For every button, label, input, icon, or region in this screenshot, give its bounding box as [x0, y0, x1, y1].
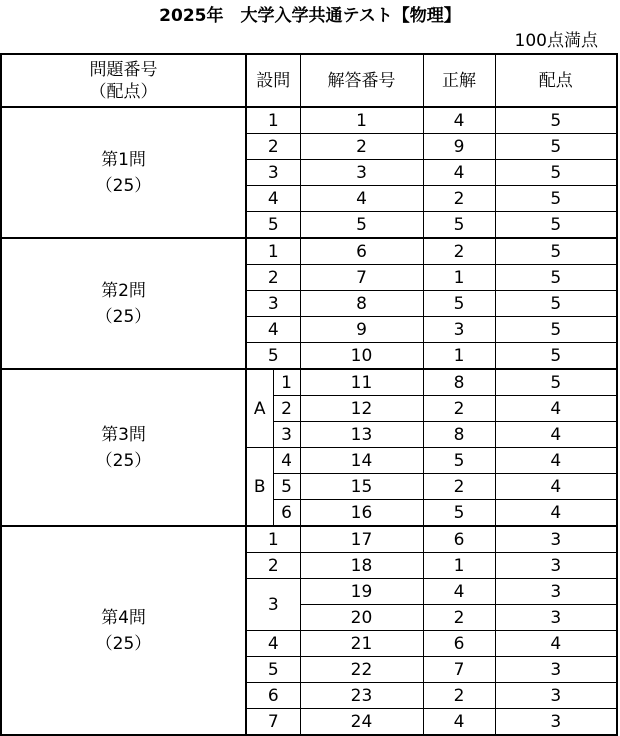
answer-number-cell: 20 [300, 605, 423, 631]
question-cell: 5 [246, 212, 300, 239]
question-cell: 5 [246, 343, 300, 370]
answer-number-cell: 10 [300, 343, 423, 370]
problem-label: 第3問 [101, 424, 146, 445]
question-cell: 2 [246, 134, 300, 160]
answer-number-cell: 15 [300, 474, 423, 500]
problem-cell [1, 107, 246, 238]
header-points: 配点 [495, 54, 617, 107]
question-cell: 7 [246, 709, 300, 736]
correct-answer-cell: 5 [423, 212, 495, 239]
question-cell: 1 [246, 238, 300, 265]
question-cell: 1 [273, 369, 300, 396]
problem-score: （25） [95, 450, 152, 471]
points-cell: 5 [495, 212, 617, 239]
points-cell: 4 [495, 448, 617, 474]
question-cell: 5 [273, 474, 300, 500]
question-cell: 4 [246, 186, 300, 212]
question-cell: 4 [273, 448, 300, 474]
table-row [1, 526, 617, 553]
points-cell: 5 [495, 317, 617, 343]
answer-number-cell: 24 [300, 709, 423, 736]
table-row [1, 369, 617, 396]
header-correct: 正解 [423, 54, 495, 107]
correct-answer-cell: 5 [423, 500, 495, 527]
problem-cell [1, 526, 246, 735]
question-cell: 4 [246, 317, 300, 343]
question-cell: 2 [246, 265, 300, 291]
points-cell: 3 [495, 657, 617, 683]
header-problem-line1: 問題番号 [89, 59, 158, 80]
points-cell: 5 [495, 265, 617, 291]
correct-answer-cell: 6 [423, 526, 495, 553]
question-cell: 6 [273, 500, 300, 527]
question-cell: 5 [246, 657, 300, 683]
correct-answer-cell: 4 [423, 107, 495, 134]
answer-number-cell: 7 [300, 265, 423, 291]
points-cell: 5 [495, 343, 617, 370]
answer-number-cell: 8 [300, 291, 423, 317]
answer-number-cell: 21 [300, 631, 423, 657]
answer-number-cell: 16 [300, 500, 423, 527]
correct-answer-cell: 5 [423, 448, 495, 474]
answer-number-cell: 6 [300, 238, 423, 265]
problem-score: （25） [95, 306, 152, 327]
correct-answer-cell: 2 [423, 396, 495, 422]
points-cell: 3 [495, 526, 617, 553]
points-cell: 3 [495, 553, 617, 579]
points-cell: 5 [495, 160, 617, 186]
problem-score: （25） [95, 175, 152, 196]
points-cell: 5 [495, 107, 617, 134]
correct-answer-cell: 2 [423, 474, 495, 500]
question-cell: 3 [246, 160, 300, 186]
answer-number-cell: 17 [300, 526, 423, 553]
question-cell: 3 [273, 422, 300, 448]
correct-answer-cell: 4 [423, 160, 495, 186]
answer-number-cell: 22 [300, 657, 423, 683]
header-question: 設問 [246, 54, 300, 107]
problem-cell [1, 369, 246, 526]
correct-answer-cell: 7 [423, 657, 495, 683]
points-cell: 4 [495, 396, 617, 422]
answer-number-cell: 11 [300, 369, 423, 396]
correct-answer-cell: 8 [423, 422, 495, 448]
answer-number-cell: 19 [300, 579, 423, 605]
question-group-label: A [246, 369, 273, 448]
problem-label: 第2問 [101, 280, 146, 301]
points-cell: 4 [495, 422, 617, 448]
header-answer-number: 解答番号 [300, 54, 423, 107]
points-cell: 5 [495, 238, 617, 265]
points-cell: 5 [495, 369, 617, 396]
correct-answer-cell: 2 [423, 605, 495, 631]
correct-answer-cell: 8 [423, 369, 495, 396]
table-row [1, 238, 617, 265]
answer-number-cell: 13 [300, 422, 423, 448]
points-cell: 5 [495, 186, 617, 212]
problem-cell [1, 238, 246, 369]
correct-answer-cell: 2 [423, 683, 495, 709]
answer-number-cell: 18 [300, 553, 423, 579]
answer-number-cell: 14 [300, 448, 423, 474]
question-group-label: B [246, 448, 273, 527]
answer-number-cell: 23 [300, 683, 423, 709]
problem-label: 第4問 [101, 607, 146, 628]
correct-answer-cell: 2 [423, 238, 495, 265]
header-problem-line2: （配点） [89, 81, 158, 102]
problem-score: （25） [95, 633, 152, 654]
points-cell: 4 [495, 500, 617, 527]
points-cell: 5 [495, 291, 617, 317]
correct-answer-cell: 1 [423, 265, 495, 291]
question-cell: 2 [273, 396, 300, 422]
question-cell: 1 [246, 107, 300, 134]
question-cell: 3 [246, 291, 300, 317]
question-cell: 2 [246, 553, 300, 579]
points-cell: 3 [495, 683, 617, 709]
points-cell: 4 [495, 631, 617, 657]
answer-table [0, 53, 618, 736]
points-cell: 4 [495, 474, 617, 500]
question-cell: 3 [246, 579, 300, 631]
table-header-row [1, 54, 617, 107]
question-cell: 6 [246, 683, 300, 709]
correct-answer-cell: 1 [423, 343, 495, 370]
total-score-note: 100点満点 [514, 31, 598, 51]
answer-number-cell: 2 [300, 134, 423, 160]
answer-number-cell: 4 [300, 186, 423, 212]
answer-number-cell: 3 [300, 160, 423, 186]
answer-number-cell: 5 [300, 212, 423, 239]
correct-answer-cell: 4 [423, 579, 495, 605]
correct-answer-cell: 5 [423, 291, 495, 317]
correct-answer-cell: 6 [423, 631, 495, 657]
correct-answer-cell: 1 [423, 553, 495, 579]
question-cell: 4 [246, 631, 300, 657]
correct-answer-cell: 2 [423, 186, 495, 212]
points-cell: 3 [495, 579, 617, 605]
correct-answer-cell: 3 [423, 317, 495, 343]
answer-number-cell: 1 [300, 107, 423, 134]
header-problem [1, 54, 246, 107]
correct-answer-cell: 9 [423, 134, 495, 160]
points-cell: 3 [495, 709, 617, 736]
page-title: 2025年 大学入学共通テスト【物理】 [159, 6, 461, 26]
points-cell: 3 [495, 605, 617, 631]
answer-number-cell: 12 [300, 396, 423, 422]
question-cell: 1 [246, 526, 300, 553]
points-cell: 5 [495, 134, 617, 160]
correct-answer-cell: 4 [423, 709, 495, 736]
problem-label: 第1問 [101, 149, 146, 170]
answer-number-cell: 9 [300, 317, 423, 343]
table-row [1, 107, 617, 134]
